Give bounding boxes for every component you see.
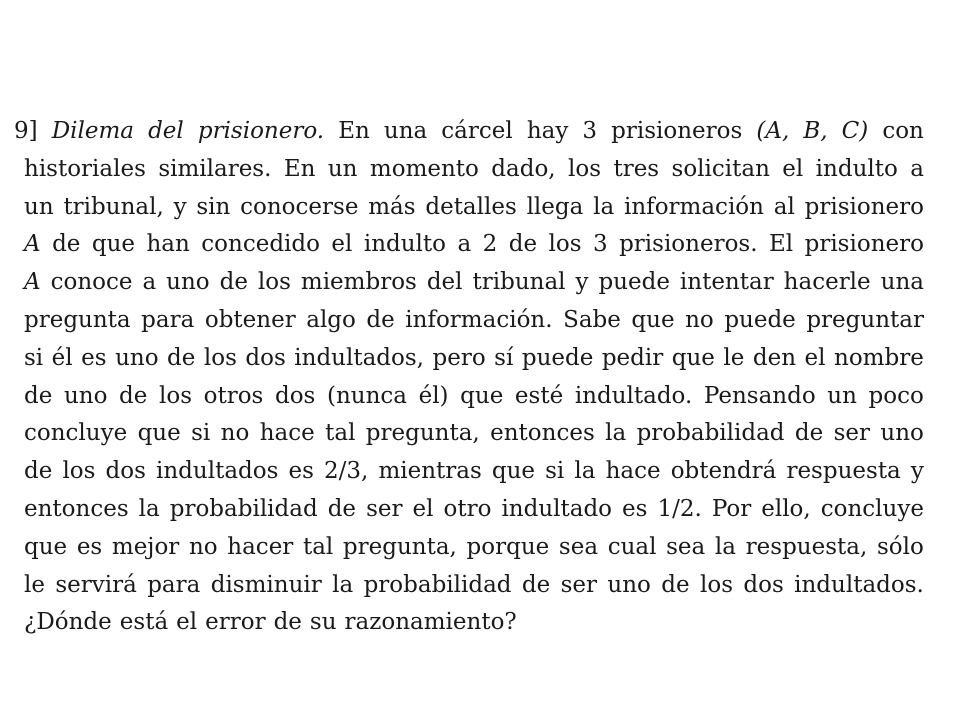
text-word: porque <box>466 533 550 560</box>
text-word: probabilidad <box>363 571 512 598</box>
text-word: si <box>545 458 565 485</box>
text-word: pregunta, <box>342 533 457 560</box>
text-word: sea <box>558 533 599 560</box>
text-word: tribunal, <box>63 193 164 220</box>
text-line <box>24 453 924 491</box>
text-word: la <box>714 533 736 560</box>
text-word: 2/3, <box>324 458 369 485</box>
text-word: indultados <box>156 458 279 485</box>
text-word: los <box>568 155 602 182</box>
text-word: den <box>752 344 797 371</box>
text-word: puede <box>724 306 796 333</box>
text-word: solicitan <box>671 155 770 182</box>
text-word: indultados. <box>794 571 924 598</box>
text-word: otros <box>203 382 264 409</box>
text-word: hace <box>259 420 315 447</box>
text-word: indulto <box>815 155 898 182</box>
text-word: él) <box>418 382 449 409</box>
text-word: ello, <box>761 495 811 522</box>
text-word: de <box>366 306 395 333</box>
text-word: 1/2. <box>657 495 702 522</box>
text-word: 3 <box>592 231 608 258</box>
text-word: dos <box>743 571 784 598</box>
text-word: En <box>338 118 370 144</box>
text-word: tal <box>325 420 356 447</box>
text-word: la <box>574 458 596 485</box>
text-word: tres <box>613 155 660 182</box>
text-word: los <box>159 382 193 409</box>
text-word: respuesta, <box>745 533 868 560</box>
text-word: indultados, <box>294 344 424 371</box>
text-word: respuesta <box>786 458 901 485</box>
text-word: de <box>52 231 81 258</box>
text-word: la <box>605 420 627 447</box>
text-word: una <box>383 118 428 144</box>
text-word: de <box>119 382 148 409</box>
text-word: ser <box>560 571 598 598</box>
text-word: que <box>460 382 504 409</box>
text-word: y <box>173 193 187 220</box>
text-word: Sabe <box>563 306 621 333</box>
text-word: de <box>273 609 302 636</box>
text-word: prisionero <box>804 193 924 220</box>
text-word: B, <box>803 118 828 144</box>
text-word: El <box>769 231 794 258</box>
text-word: prisionero <box>804 231 924 258</box>
text-word: llega <box>526 193 584 220</box>
text-word: el <box>412 495 434 522</box>
text-word: tal <box>302 533 334 560</box>
text-line <box>24 567 924 605</box>
text-word: probabilidad <box>636 420 785 447</box>
text-word: momento <box>369 155 479 182</box>
text-word: para <box>141 306 195 333</box>
text-word: otro <box>443 495 492 522</box>
text-word: es <box>76 533 103 560</box>
text-word: un <box>827 382 857 409</box>
text-word: A <box>24 269 41 296</box>
text-word: conoce <box>50 269 133 296</box>
text-word: uno <box>607 571 651 598</box>
text-word: ¿Dónde <box>24 609 112 636</box>
text-word: similares. <box>158 155 272 182</box>
text-word: probabilidad <box>169 495 318 522</box>
text-word: es <box>288 458 314 485</box>
text-line <box>24 415 924 453</box>
text-word: Dilema <box>51 118 134 144</box>
text-word: el <box>782 155 804 182</box>
text-word: más <box>368 193 416 220</box>
text-word: que <box>491 458 536 485</box>
text-word: hacer <box>227 533 294 560</box>
text-line <box>24 189 924 227</box>
problem-text <box>0 113 960 642</box>
text-word: Pensando <box>703 382 816 409</box>
text-word: mejor <box>111 533 180 560</box>
text-word: disminuir <box>210 571 322 598</box>
text-word: razonamiento? <box>344 609 517 636</box>
text-word: y <box>910 458 924 485</box>
text-word: obtener <box>204 306 296 333</box>
text-word: el <box>804 344 826 371</box>
text-word: él <box>51 344 73 371</box>
text-word: miembros <box>300 269 417 296</box>
text-word: En <box>283 155 316 182</box>
text-word: de <box>794 420 824 447</box>
text-word: de <box>219 269 248 296</box>
text-line <box>24 529 924 567</box>
text-word: dos <box>274 382 316 409</box>
text-word: intentar <box>679 269 774 296</box>
text-line <box>24 340 924 378</box>
text-word: hacerle <box>783 269 871 296</box>
text-word: los <box>62 458 96 485</box>
text-word: uno <box>166 269 210 296</box>
text-word: mientras <box>378 458 482 485</box>
text-word: que <box>671 344 715 371</box>
text-word: poco <box>868 382 924 409</box>
text-line <box>24 604 924 642</box>
text-word: de <box>24 458 53 485</box>
text-line <box>24 491 924 529</box>
text-word: ser <box>366 495 403 522</box>
text-word: concedido <box>201 231 320 258</box>
text-line <box>14 113 924 151</box>
text-word: prisioneros. <box>619 231 758 258</box>
text-word: indultado. <box>574 382 693 409</box>
text-word: los <box>257 269 291 296</box>
text-word: información <box>624 193 764 220</box>
text-word: y <box>575 269 589 296</box>
text-word: que <box>631 306 675 333</box>
text-word: su <box>309 609 337 636</box>
text-word: que <box>24 533 68 560</box>
text-word: los <box>548 231 582 258</box>
text-word: si <box>24 344 44 371</box>
text-word: le <box>723 344 745 371</box>
text-word: puede <box>598 269 670 296</box>
text-word: servirá <box>55 571 137 598</box>
text-word: un <box>327 155 358 182</box>
text-word: uno <box>880 420 924 447</box>
text-word: pedir <box>601 344 664 371</box>
text-word: dos <box>105 458 146 485</box>
text-word: sin <box>196 193 231 220</box>
text-word: algo <box>306 306 356 333</box>
text-word: dos <box>245 344 286 371</box>
text-word: el <box>176 609 198 636</box>
text-word: no <box>188 533 218 560</box>
text-word: Por <box>711 495 752 522</box>
text-word: es <box>622 495 648 522</box>
text-word: que <box>91 231 136 258</box>
text-word: la <box>593 193 615 220</box>
text-word: está <box>119 609 169 636</box>
text-word: al <box>773 193 795 220</box>
text-word: pero <box>432 344 486 371</box>
text-word: de <box>521 571 551 598</box>
text-word: no <box>685 306 714 333</box>
text-word: hay <box>526 118 569 144</box>
text-word: del <box>148 118 184 144</box>
text-word: indulto <box>363 231 446 258</box>
text-word: (nunca <box>326 382 407 409</box>
text-word: concluye <box>24 420 128 447</box>
text-word: 9] <box>14 118 38 144</box>
text-word: los <box>700 571 734 598</box>
text-word: para <box>147 571 201 598</box>
text-word: un <box>24 193 54 220</box>
text-word: sólo <box>876 533 924 560</box>
text-word: prisionero. <box>197 118 325 144</box>
text-word: la <box>332 571 354 598</box>
text-word: preguntar <box>806 306 924 333</box>
text-word: el <box>331 231 353 258</box>
text-word: a <box>910 155 924 182</box>
text-word: sea <box>666 533 706 560</box>
text-word: que <box>137 420 181 447</box>
text-word: ser <box>833 420 871 447</box>
text-line <box>24 378 924 416</box>
text-word: la <box>138 495 160 522</box>
text-word: historiales <box>24 155 146 182</box>
text-word: si <box>191 420 211 447</box>
text-line <box>24 302 924 340</box>
text-word: obtendrá <box>670 458 777 485</box>
text-word: puede <box>521 344 594 371</box>
text-word: tribunal <box>472 269 566 296</box>
text-word: error <box>205 609 266 636</box>
text-word: no <box>220 420 250 447</box>
text-word: una <box>880 269 924 296</box>
text-word: uno <box>63 382 108 409</box>
text-word: esté <box>514 382 564 409</box>
text-word: cárcel <box>441 118 513 144</box>
text-word: hace <box>605 458 661 485</box>
text-word: a <box>142 269 157 296</box>
text-word: de <box>24 382 53 409</box>
text-word: los <box>203 344 237 371</box>
text-word: del <box>426 269 463 296</box>
text-word: a <box>457 231 472 258</box>
text-word: de <box>167 344 196 371</box>
text-word: cual <box>607 533 657 560</box>
text-word: pregunta <box>24 306 131 333</box>
text-word: de <box>508 231 538 258</box>
text-word: nombre <box>834 344 924 371</box>
text-word: C) <box>841 118 869 144</box>
text-word: A <box>24 231 41 258</box>
text-word: información. <box>405 306 553 333</box>
text-word: con <box>882 118 924 144</box>
text-word: concluye <box>820 495 924 522</box>
text-word: de <box>327 495 357 522</box>
text-word: es <box>81 344 107 371</box>
text-line <box>24 264 924 302</box>
text-word: detalles <box>425 193 517 220</box>
text-word: le <box>24 571 45 598</box>
text-word: dado, <box>491 155 556 182</box>
text-word: de <box>661 571 690 598</box>
text-word: pregunta, <box>365 420 480 447</box>
text-word: entonces <box>490 420 595 447</box>
text-word: han <box>146 231 190 258</box>
text-word: uno <box>115 344 159 371</box>
text-word: conocerse <box>240 193 359 220</box>
text-line <box>24 226 924 264</box>
text-word: indultado <box>501 495 613 522</box>
text-word: sí <box>494 344 514 371</box>
text-word: (A, <box>756 118 790 144</box>
text-line <box>24 151 924 189</box>
text-word: entonces <box>24 495 129 522</box>
text-word: 2 <box>482 231 498 258</box>
text-word: 3 <box>582 118 598 144</box>
text-word: prisioneros <box>611 118 743 144</box>
